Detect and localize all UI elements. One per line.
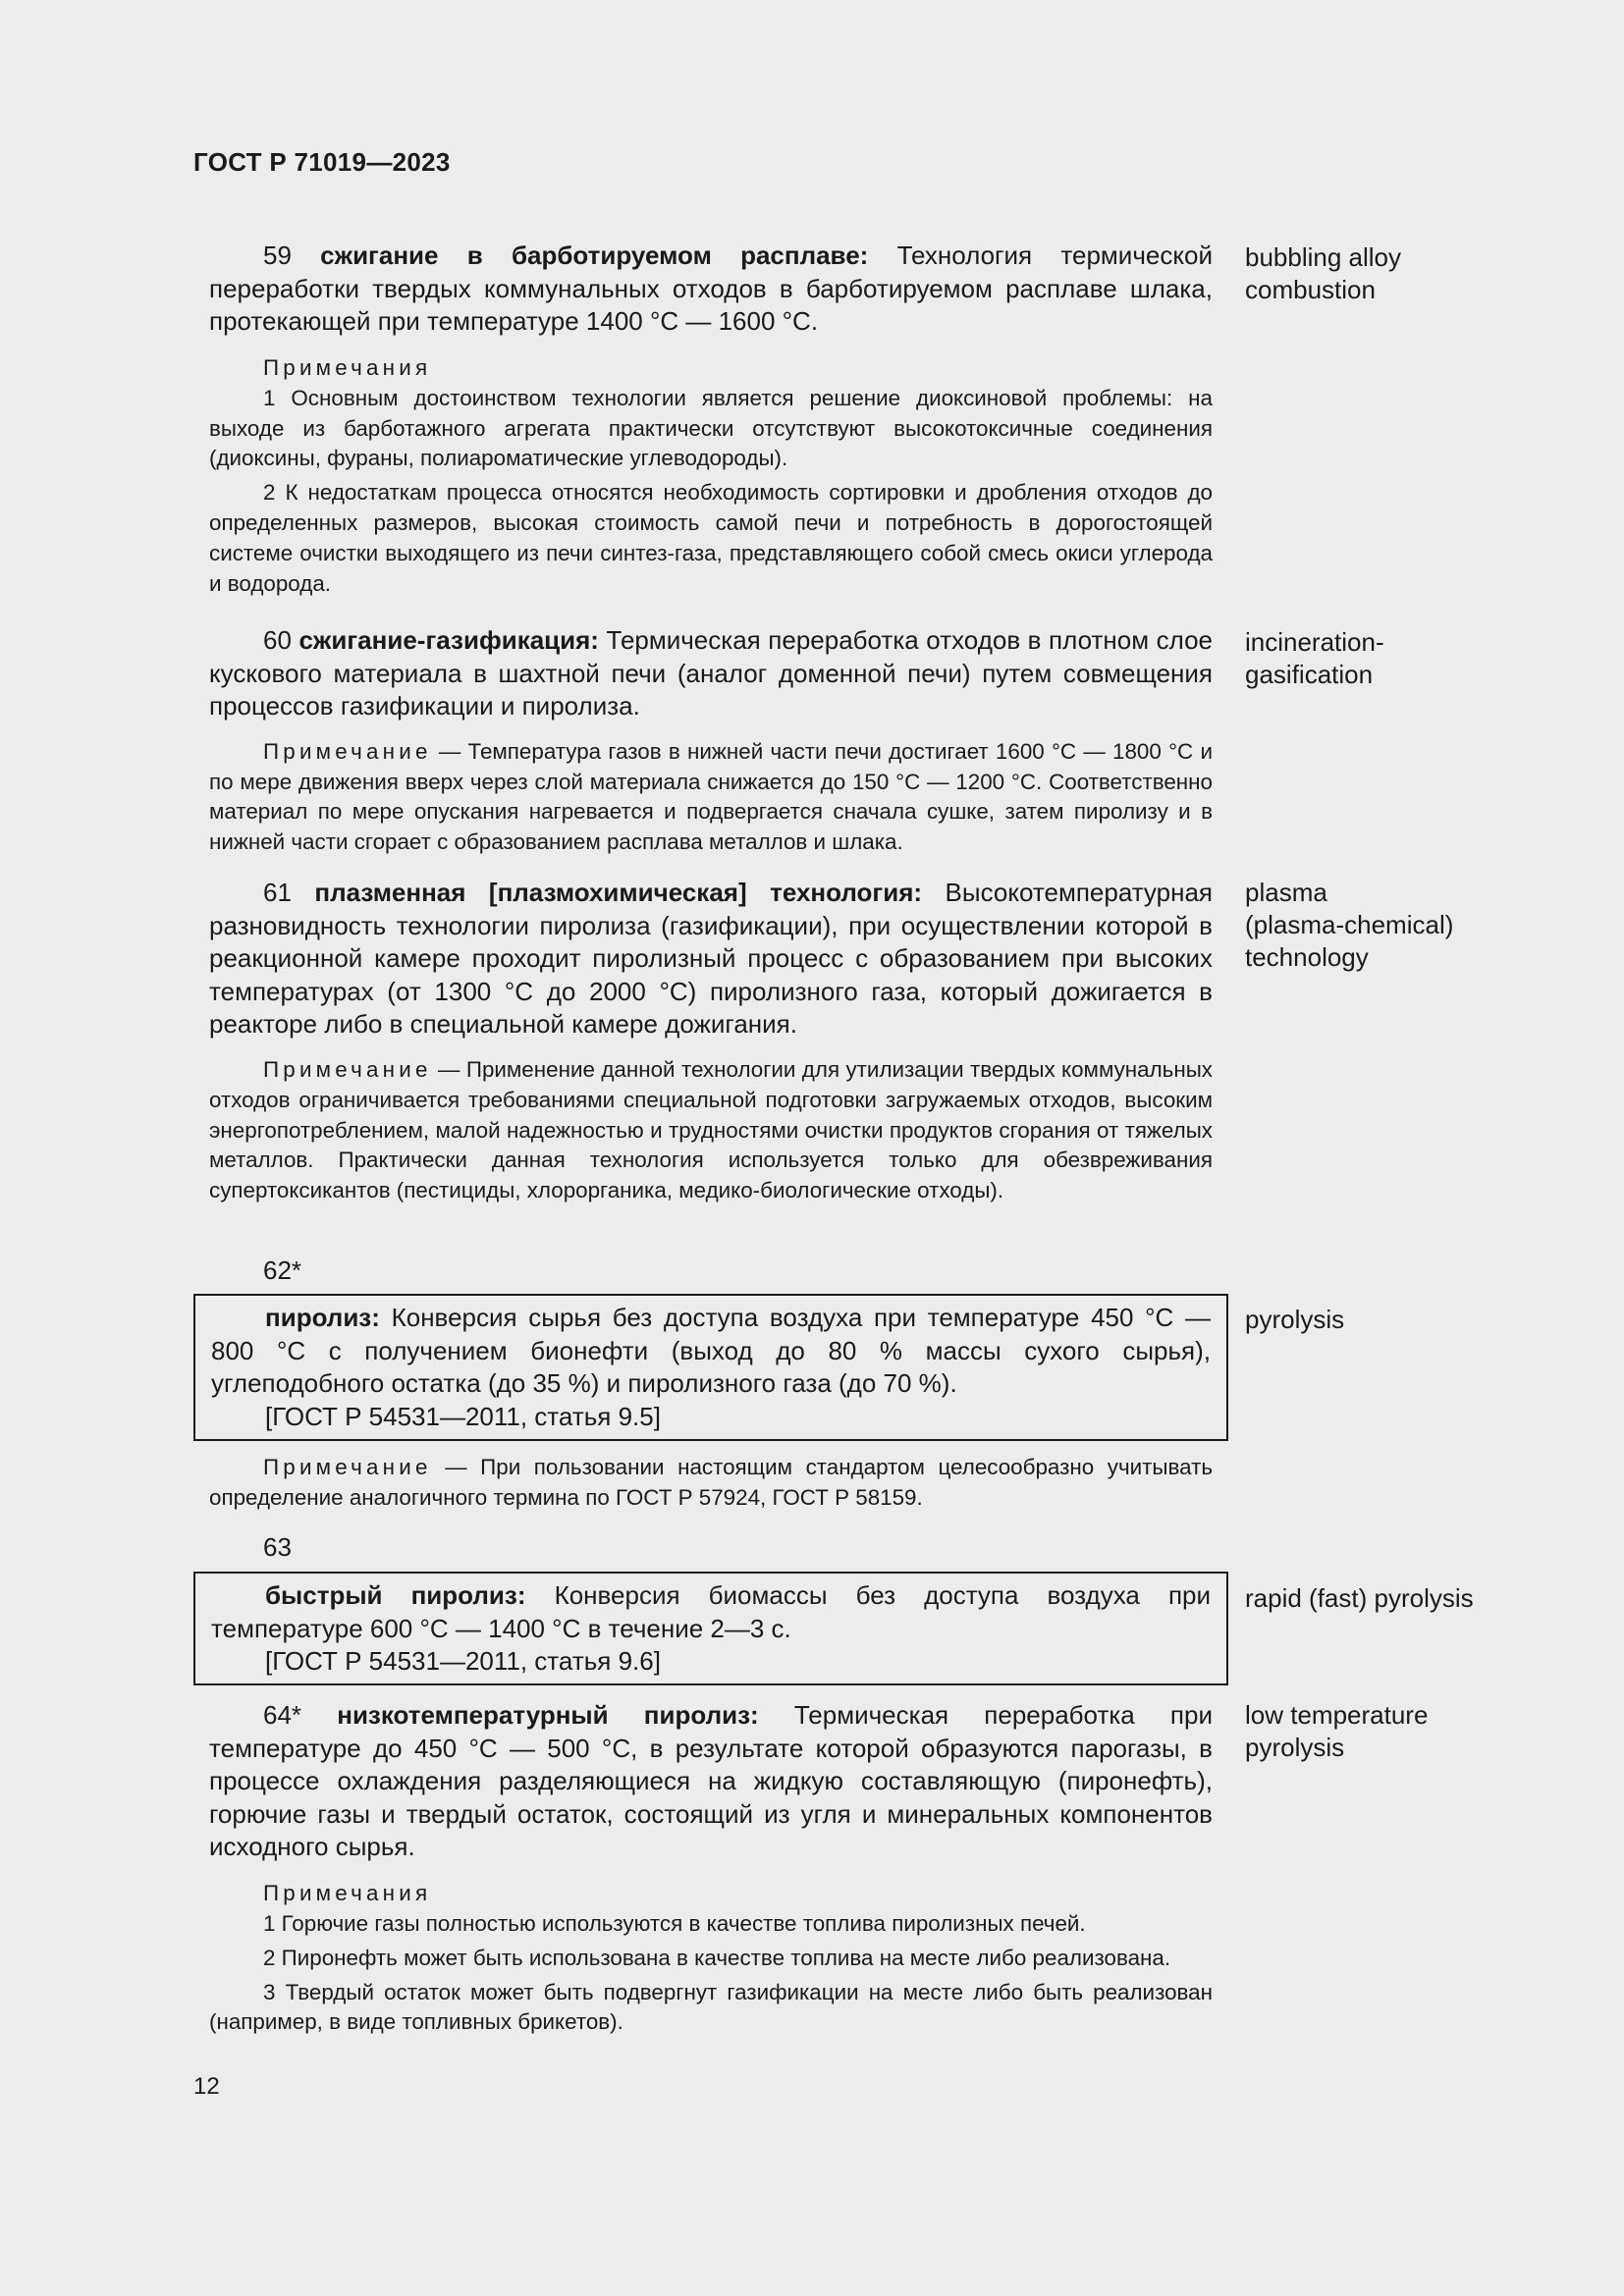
note-62: Примечание — При пользовании настоящим стандартом целесообразно учитывать определение аналогичного термина по ГОСТ Р 57924, ГОСТ Р 58159. [209, 1455, 1213, 1510]
english-equivalent-60: incineration- gasification [1245, 627, 1384, 689]
term-entry-64 [209, 1699, 1213, 2042]
notes-label: Примечания [263, 354, 432, 380]
english-equivalent-62: pyrolysis [1245, 1305, 1345, 1334]
term-definition: Конверсия биомассы без доступа воздуха при температуре 600 °С — 1400 °С в течение 2—3 с. [211, 1580, 1212, 1643]
english-equivalent-64: low temperature pyrolysis [1245, 1700, 1429, 1762]
term-text: 59 сжигание в барботируемом расплаве: Технология термической переработки твердых коммунальных отходов в барботируемом расплаве шлака, протекающей при температуре 1400 °С — 1600 °С. [209, 240, 1213, 337]
term-text [211, 1579, 1211, 1645]
source-reference: [ГОСТ Р 54531—2011, статья 9.5] [265, 1401, 661, 1431]
notes-label: Примечания [263, 1880, 432, 1905]
term-name: низкотемпературный пиролиз: [337, 1700, 759, 1730]
notes [209, 352, 1213, 600]
document-header: ГОСТ Р 71019—2023 [193, 147, 451, 177]
term-name: пиролиз: [265, 1303, 380, 1332]
term-entry-59 [209, 240, 1213, 603]
notes [209, 737, 1213, 858]
standard-term-box-63 [193, 1572, 1228, 1685]
note-2: 2 К недостаткам процесса относятся необходимость сортировки и дробления отходов до определенных размеров, высокая стоимость самой печи и потребность в дорогостоящей системе очистки выходящего из печи синтез-газа, представляющего собой смесь окиси углерода и водорода. [209, 480, 1213, 596]
term-text: 60 сжигание-газификация: Термическая переработка отходов в плотном слое кускового материала в шахтной печи (аналог доменной печи) путем совмещения процессов газификации и пиролиза. [209, 625, 1213, 721]
term-definition: Технология термической переработки твердых коммунальных отходов в барботируемом расплаве шлака, протекающей при температуре 1400 °С — 1600 °С. [209, 240, 1213, 337]
term-definition: Высокотемпературная разновидность технологии пиролиза (газификации), при осуществлении которой в реакционной камере проходит пиролизный процесс с образованием при высоких температурах (от 1300 °С до 2000 °С) пиролизного газа, который дожигается в реакторе либо в специальной камере дожигания. [209, 878, 1213, 1040]
note-1: 1 Основным достоинством технологии является решение диоксиновой проблемы: на выходе из барботажного агрегата практически отсутствуют высокотоксичные соединения (диоксины, фураны, полиароматические углеводороды). [209, 385, 1213, 471]
term-name: сжигание-газификация: [298, 625, 599, 655]
english-equivalent-61: plasma (plasma-chemical) technology [1245, 878, 1454, 972]
notes [209, 1878, 1213, 2038]
term-text: 64* низкотемпературный пиролиз: Термическая переработка при температуре до 450 °С — 500 °С, в результате которой образуются парогазы, в процессе охлаждения разделяющиеся на жидкую составляющую (пиронефть), горючие газы и твердый остаток, состоящий из угля и минеральных компонентов исходного сырья. [209, 1700, 1213, 1862]
note: Примечание — Применение данной технологии для утилизации твердых коммунальных отходов ограничивается требованиями специальной подготовки загружаемых отходов, высоким энергопотреблением, малой надежностью и трудностями очистки продуктов сгорания от тяжелых металлов. Практически данная технология используется только для обезвреживания супертоксикантов (пестициды, хлорорганика, медико-биологические отходы). [209, 1056, 1213, 1203]
page-number: 12 [193, 2073, 220, 2100]
term-name: сжигание в барботируемом расплаве: [320, 240, 869, 270]
term-entry-61 [209, 877, 1213, 1210]
term-definition: Конверсия сырья без доступа воздуха при температуре 450 °С — 800 °С с получением бионефти (выход до 80 % массы сухого сырья), углеподобного остатка (до 35 %) и пиролизного газа (до 70 %). [211, 1303, 1212, 1399]
note: Примечание — Температура газов в нижней части печи достигает 1600 °С — 1800 °С и по мере движения вверх через слой материала снижается до 150 °С — 1200 °С. Соответственно материал по мере опускания нагревается и подвергается сначала сушке, затем пиролизу и в нижней части сгорает с образованием расплава металлов и шлака. [209, 738, 1213, 855]
term-name: плазменная [плазмохимическая] технология: [314, 878, 923, 907]
english-equivalent-59: bubbling alloy combustion [1245, 242, 1402, 304]
term-entry-60 [209, 624, 1213, 862]
term-number-63: 63 [263, 1532, 292, 1562]
term-number-62: 62* [263, 1255, 302, 1285]
source-reference: [ГОСТ Р 54531—2011, статья 9.6] [265, 1646, 661, 1677]
english-equivalent-63: rapid (fast) pyrolysis [1245, 1583, 1474, 1613]
note-1: 1 Горючие газы полностью используются в качестве топлива пиролизных печей. [263, 1910, 1086, 1936]
standard-term-box-62 [193, 1294, 1228, 1441]
note-3: 3 Твердый остаток может быть подвергнут газификации на месте либо быть реализован (например, в виде топливных брикетов). [209, 1979, 1213, 2035]
term-definition: Термическая переработка при температуре до 450 °С — 500 °С, в результате которой образуются парогазы, в процессе охлаждения разделяющиеся на жидкую составляющую (пиронефть), горючие газы и твердый остаток, состоящий из угля и минеральных компонентов исходного сырья. [209, 1700, 1213, 1862]
note-2: 2 Пиронефть может быть использована в качестве топлива на месте либо реализована. [263, 1945, 1171, 1970]
note-label: Примечание [263, 1455, 432, 1479]
term-text [211, 1302, 1211, 1401]
term-text: 61 плазменная [плазмохимическая] технология: Высокотемпературная разновидность технологии пиролиза (газификации), при осуществлении которой в реакционной камере проходит пиролизный процесс с образованием при высоких температурах (от 1300 °С до 2000 °С) пиролизного газа, который дожигается в реакторе либо в специальной камере дожигания. [209, 878, 1213, 1040]
note-label: Примечание [263, 1056, 432, 1082]
notes [209, 1055, 1213, 1206]
term-definition: Термическая переработка отходов в плотном слое кускового материала в шахтной печи (аналог доменной печи) путем совмещения процессов газификации и пиролиза. [209, 625, 1213, 721]
term-name: быстрый пиролиз: [265, 1580, 526, 1610]
note-label: Примечание [263, 738, 432, 764]
